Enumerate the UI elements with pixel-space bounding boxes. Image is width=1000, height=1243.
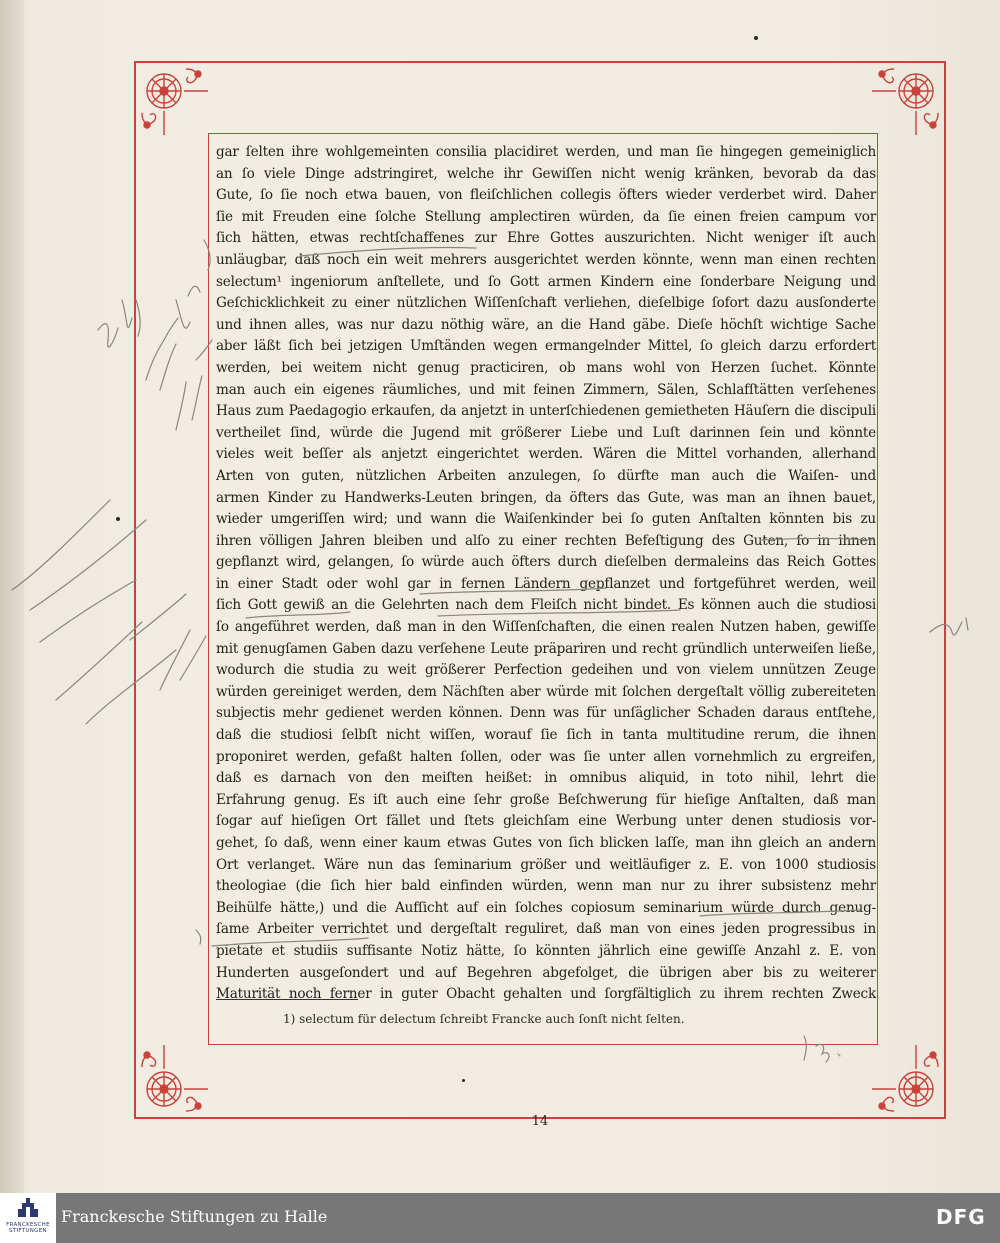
text-line: wieder umgeriſſen wird; und wann die Waiſenkinder bei ſo guten Anſtalten könnten bis zu <box>216 511 876 528</box>
text-line: und ihnen alles, was nur dazu nöthig wäre, an die Hand gäbe. Dieſe höchſt wichtige Sache <box>216 316 876 333</box>
text-line: mit genugſamen Gaben dazu verſehene Leute präpariren und recht gründlich unterweiſen ließe, <box>216 640 876 657</box>
text-line: würden gereiniget werden, dem Nächſten aber würde mit ſolchen dergeſtalt völlig zubereiteten <box>216 683 876 700</box>
institution-logo-icon <box>0 1193 56 1223</box>
text-line: Gute, ſo ſie noch etwa bauen, von fleiſchlichen collegis öfters wieder verderbet wird. Daher <box>216 187 876 204</box>
text-line: gar ſelten ihre wohlgemeinten consilia placidiret werden, und man ſie hingegen gemeiniglich <box>216 144 876 160</box>
text-line: ſie mit Freuden eine ſolche Stellung amplectiren würden, da ſie einen freien campum vor <box>216 208 876 225</box>
text-line: wodurch die studia zu weit größerer Perfection gedeihen und von vielem unnützen Zeuge <box>216 662 876 679</box>
footnote-rule <box>216 999 358 1000</box>
text-line: daß die studiosi ſelbſt nicht wiſſen, worauf ſie ſich in tanta multitudine rerum, die ihnen <box>216 727 876 744</box>
footnote: 1) selectum für delectum ſchreibt Francke auch ſonſt nicht ſelten. <box>283 1012 685 1026</box>
text-line: subjectis mehr gedienet werden können. Denn was für unſäglicher Schaden daraus entſtehe, <box>216 705 876 722</box>
text-line: ſich Gott gewiß an die Gelehrten nach dem Fleiſch nicht bindet. Es können auch die studiosi <box>216 597 876 614</box>
text-line: Beihülfe hätte,) und die Aufſicht auf ein ſolches copiosum seminarium würde durch genug- <box>216 899 876 916</box>
text-line: proponiret werden, gefaßt halten ſollen, oder was ſie unter allen vornehmlich zu ergreifen, <box>216 748 876 765</box>
ink-speck <box>754 36 758 40</box>
text-line: Erfahrung genug. Es iſt auch eine ſehr große Beſchwerung für hieſige Anſtalten, daß man <box>216 791 876 808</box>
text-line: vertheilet ſind, würde die Jugend mit größerer Liebe und Luſt darinnen ſein und könnte <box>216 424 876 441</box>
text-line: ihren völligen Jahren bleiben und alſo zu einer rechten Befeſtigung des Guten, ſo in ihnen <box>216 532 876 549</box>
page-fold-shadow <box>0 0 24 1193</box>
text-line: armen Kinder zu Handwerks-Leuten bringen, da öfters das Gute, was man an ihnen bauet, <box>216 489 876 506</box>
rosette-ornament-icon <box>872 61 946 135</box>
text-line: ſogar auf hieſigen Ort fället und ſtets gleichſam eine Werbung unter denen studiosis vor- <box>216 813 876 830</box>
text-line: daß es darnach von den meiſten heißet: in omnibus aliquid, in toto nihil, lehrt die <box>216 770 876 787</box>
text-line: werden, bei weitem nicht genug practiciren, ob mans wohl von Herzen ſuchet. Könnte <box>216 359 876 376</box>
rosette-ornament-icon <box>872 1045 946 1119</box>
text-line: in einer Stadt oder wohl gar in fernen Ländern gepflanzet und fortgeführet werden, weil <box>216 575 876 592</box>
rosette-ornament-icon <box>134 1045 208 1119</box>
funder-logo[interactable]: DFG <box>936 1205 986 1229</box>
text-line: selectum¹ ingeniorum anſtellete, und ſo Gott armen Kindern eine ſonderbare Neigung und <box>216 273 876 290</box>
text-line: aber läßt ſich bei jetzigen Umſtänden wegen ermangelnder Mittel, ſo gleich darzu erfordert <box>216 338 876 355</box>
text-line: man auch ein eigenes räumliches, und mit feinen Zimmern, Sälen, Schlafſtätten verſehenes <box>216 381 876 398</box>
text-line: ſo angeführet werden, daß man in den Wiſſenſchaften, die einen realen Nutzen haben, gewiſſe <box>216 619 876 636</box>
text-line: pietate et studiis suffisante Notiz hätte, ſo könnten jährlich eine gewiſſe Anzahl z. E. von <box>216 942 876 959</box>
body-text <box>216 142 876 1006</box>
text-line: Hunderten ausgeſondert und auf Begehren abgefolget, die übrigen aber bis zu weiterer <box>216 964 876 981</box>
text-line: Haus zum Paedagogio erkaufen, da anjetzt in unterſchiedenen gemietheten Häuſern die discipuli <box>216 403 876 420</box>
ink-speck <box>116 517 120 521</box>
text-line: gepflanzt wird, gelangen, ſo würde auch öfters durch dieſelben dermaleins das Reich Gottes <box>216 554 876 571</box>
text-line: Maturität noch ferner in guter Obacht gehalten und ſorgfältiglich zu ihrem rechten Zweck <box>216 986 876 1003</box>
footer-title[interactable]: Franckesche Stiftungen zu Halle <box>61 1207 328 1226</box>
text-line: ſich hätten, etwas rechtſchaffenes zur Ehre Gottes auszurichten. Nicht weniger iſt auch <box>216 230 876 247</box>
text-line: an ſo viele Dinge adstringiret, welche ihr Gewiſſen nicht wenig kränken, bevorab da das <box>216 165 876 182</box>
footer-logo[interactable] <box>0 1193 56 1243</box>
text-line: ſame Arbeiter verrichtet und dergeſtalt reguliret, daß man von eines jeden progressibus in <box>216 921 876 938</box>
footer-logo-text: FRANCKESCHE STIFTUNGEN <box>6 1222 50 1234</box>
page-number: 14 <box>531 1114 549 1129</box>
text-line: Geſchicklichkeit zu einer nützlichen Wiſſenſchaft verliehen, dieſelbige ſofort dazu ausſonderte <box>216 295 876 312</box>
text-line: Ort verlanget. Wäre nun das ſeminarium größer und weitläufiger z. E. von 1000 studiosis <box>216 856 876 873</box>
text-line: theologiae (die ſich hier bald einfinden würden, wenn man nur zu ihrer subsistenz mehr <box>216 878 876 895</box>
rosette-ornament-icon <box>134 61 208 135</box>
text-line: vieles weit beſſer als anjetzt eingerichtet werden. Wären die Mittel vorhanden, allerhand <box>216 446 876 463</box>
text-line: unläugbar, daß noch ein weit mehrers ausgerichtet werden könnte, wenn man einen rechten <box>216 251 876 268</box>
text-line: gehet, ſo daß, wenn einer kaum etwas Gutes von ſich blicken laſſe, man ihn gleich an andern <box>216 835 876 851</box>
text-line: Arten von guten, nützlichen Arbeiten anzulegen, ſo dürfte man auch die Waiſen- und <box>216 467 876 484</box>
